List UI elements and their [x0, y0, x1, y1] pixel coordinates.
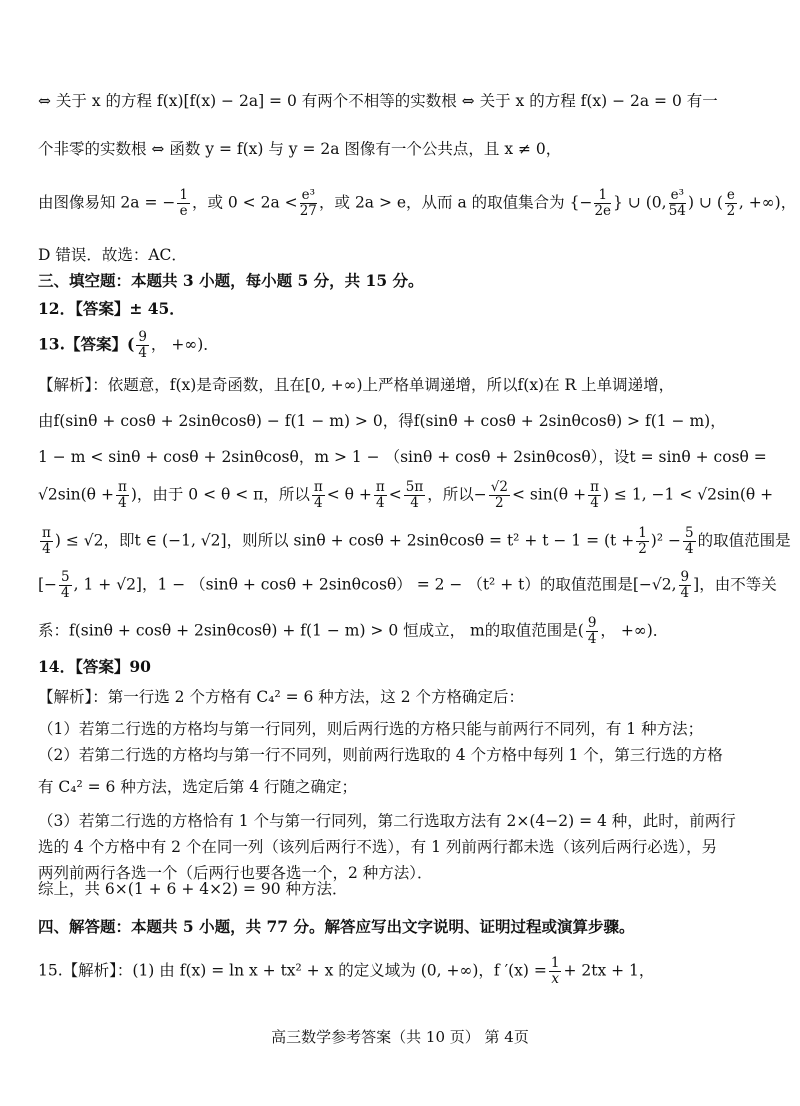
line-solution-set: 由图像易知 2a = − $\frac{1}{e}$ ，或 0 < 2a < $\frac{\text{e³}}{27}$ ，或 2a > e，从而 a 的取值集合为 {− $\frac{1}{2e}$ } ∪ (0, $\frac{\text{e³}}{54}$ ) ∪ ( $\frac{e}{2}$ , +∞)， [38, 187, 797, 219]
fraction-pi-over-4: $\frac{\pi}{4}$ [590, 479, 599, 511]
analysis-14-case-1: （1）若第二行选的方格均与第一行同列，则后两行选的方格只能与前两行不同列，有 1 种方法； [38, 720, 704, 738]
fraction-e3-over-54: $\frac{\text{e³}}{54}$ [668, 187, 686, 219]
line-conclusion-11: D 错误．故选：AC． [38, 246, 187, 264]
analysis-14-case-2-cont: 有 C₄² = 6 种方法，选定后第 4 行随之确定； [38, 778, 358, 796]
analysis-14-case-3: （3）若第二行选的方格恰有 1 个与第一行同列，第二行选取方法有 2×(4−2) = 4 种，此时，前两行 [38, 812, 736, 830]
fraction-1-over-2e: $\frac{1}{2e}$ [594, 187, 612, 219]
analysis-14-case-3-cont-1: 选的 4 个方格中有 2 个在同一列（该列后两行不选），有 1 列前两行都未选（该列后两行必选），另 [38, 838, 718, 856]
fraction-pi-over-4: $\frac{\pi}{4}$ [117, 479, 127, 511]
fraction-5pi-over-4: $\frac{5\pi}{4}$ [405, 479, 424, 511]
fraction-sqrt2-over-2: $\frac{√2}{2}$ [490, 479, 508, 511]
fraction-1-over-e: $\frac{1}{e}$ [179, 187, 188, 219]
section-heading-solutions: 四、解答题：本题共 5 小题，共 77 分。解答应写出文字说明、证明过程或演算步骤。 [38, 917, 635, 936]
fraction-9-over-4: $\frac{9}{4}$ [680, 569, 690, 601]
fraction-pi-over-4: $\frac{\pi}{4}$ [375, 479, 385, 511]
page-footer: 高三数学参考答案（共 10 页） 第 4页 [271, 1028, 529, 1046]
section-heading-fill-in: 三、填空题：本题共 3 小题，每小题 5 分，共 15 分。 [38, 271, 424, 290]
analysis-13-line-1: 【解析】：依题意，f(x)是奇函数，且在[0, +∞)上严格单调递增，所以f(x)在 R 上单调递增， [38, 376, 675, 394]
analysis-13-line-2: 由f(sinθ + cosθ + 2sinθcosθ) − f(1 − m) > 0，得f(sinθ + cosθ + 2sinθcosθ) > f(1 − m)， [38, 412, 726, 430]
fraction-9-over-4: $\frac{9}{4}$ [138, 329, 147, 361]
analysis-13-line-5: $\frac{\pi}{4}$ ) ≤ √2，即t ∈ (−1, √2]，则所以 sinθ + cosθ + 2sinθcosθ = t² + t − 1 = (t + $\frac{1}{2}$ )² − $\frac{5}{4}$ 的取值范围是 [42, 525, 791, 557]
fraction-9-over-4: $\frac{9}{4}$ [587, 615, 597, 647]
fraction-pi-over-4: $\frac{\pi}{4}$ [313, 479, 323, 511]
answer-14: 14．【答案】90 [38, 657, 151, 676]
fraction-pi-over-4: $\frac{\pi}{4}$ [42, 525, 51, 557]
analysis-13-line-6: [− $\frac{5}{4}$ , 1 + √2]，1 − （sinθ + cosθ + 2sinθcosθ） = 2 − （t² + t）的取值范围是[−√2, $\frac{9}{4}$ ]，由不等关 [38, 569, 777, 601]
analysis-14-line-1: 【解析】：第一行选 2 个方格有 C₄² = 6 种方法，这 2 个方格确定后： [38, 688, 525, 706]
fraction-1-over-2: $\frac{1}{2}$ [638, 525, 647, 557]
analysis-15-line-1: 15.【解析】：(1) 由 f(x) = ln x + tx² + x 的定义域为 (0, +∞)，f ′(x) = $\frac{1}{x}$ + 2tx + 1， [38, 955, 655, 987]
analysis-14-case-3-cont-2: 两列前两行各选一个（后两行也要各选一个，2 种方法）． [38, 864, 433, 882]
line-equivalence-1: ⇔ 关于 x 的方程 f(x)[f(x) − 2a] = 0 有两个不相等的实数根 ⇔ 关于 x 的方程 f(x) − 2a = 0 有一 [38, 92, 718, 110]
answer-12: 12．【答案】± 45． [38, 299, 185, 318]
fraction-e-over-2: $\frac{e}{2}$ [726, 187, 736, 219]
analysis-13-line-4: √2sin(θ + $\frac{\pi}{4}$ )，由于 0 < θ < π，所以 $\frac{\pi}{4}$ < θ + $\frac{\pi}{4}$ < $\frac{5\pi}{4}$ ，所以− $\frac{√2}{2}$ < sin(θ + $\frac{\pi}{4}$ ) ≤ 1, −1 < √2sin(θ + [38, 479, 774, 511]
answer-13: 13.【答案】( $\frac{9}{4}$ ， +∞)． [38, 329, 219, 361]
analysis-14-case-2: （2）若第二行选的方格均与第一行不同列，则前两行选取的 4 个方格中每列 1 个，第三行选的方格 [38, 746, 723, 764]
fraction-5-over-4: $\frac{5}{4}$ [61, 569, 70, 601]
fraction-5-over-4: $\frac{5}{4}$ [684, 525, 694, 557]
line-equivalence-2: 个非零的实数根 ⇔ 函数 y = f(x) 与 y = 2a 图像有一个公共点，且 x ≠ 0， [38, 140, 562, 158]
analysis-13-line-7: 系：f(sinθ + cosθ + 2sinθcosθ) + f(1 − m) > 0 恒成立， m的取值范围是( $\frac{9}{4}$ ， +∞)． [38, 615, 669, 647]
fraction-e3-over-27: $\frac{\text{e³}}{27}$ [299, 187, 317, 219]
fraction-1-over-x: $\frac{1}{x}$ [550, 955, 560, 987]
analysis-13-line-3: 1 − m < sinθ + cosθ + 2sinθcosθ，m > 1 − （sinθ + cosθ + 2sinθcosθ），设t = sinθ + cosθ = [38, 448, 767, 466]
analysis-14-summary: 综上，共 6×(1 + 6 + 4×2) = 90 种方法． [38, 880, 348, 898]
